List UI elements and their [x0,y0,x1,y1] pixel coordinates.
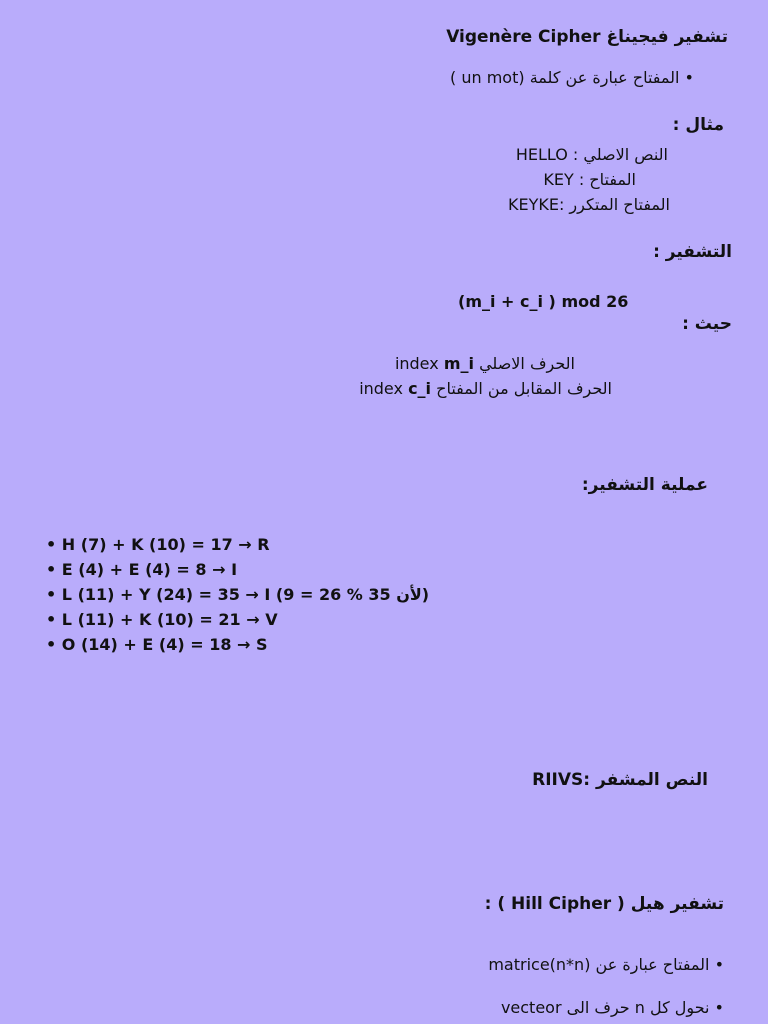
example-heading: مثال : [672,115,724,135]
variable-m-description: الحرف الاصلي [479,354,575,373]
vigenere-title: تشفير فيجيناغ Vigenère Cipher [446,27,728,47]
encryption-formula: (m_i + c_i ) mod 26 [458,292,629,311]
variable-m-index-word: index [394,354,439,373]
repeated-key-line: المفتاح المتكرر :KEYKE [507,195,670,214]
where-heading: حيث : [682,314,732,334]
variable-m-symbol: m_i [443,354,474,373]
encryption-step: • L (11) + K (10) = 21 → V [46,610,278,629]
key-definition-bullet: • المفتاح عبارة عن كلمة (un mot ) [450,68,694,87]
ciphertext-line: النص المشفر :RIIVS [532,770,708,790]
variable-c-symbol: c_i [408,379,432,398]
variable-c-line [359,379,612,399]
hill-key-bullet: • المفتاح عبارة عن matrice(n*n) [488,955,724,974]
encryption-step: • O (14) + E (4) = 18 → S [46,635,268,654]
variable-m-line [395,354,575,374]
process-heading: عملية التشفير: [581,475,708,495]
encryption-heading: التشفير : [653,242,732,262]
hill-vector-bullet: • نحول كل n حرف الى vecteor [500,998,724,1017]
encryption-step: • H (7) + K (10) = 17 → R [46,535,270,554]
encryption-step: • E (4) + E (4) = 8 → I [46,560,238,579]
encryption-step: • L (11) + Y (24) = 35 → I (لأن 35 % 26 = 9) [46,585,430,604]
variable-c-index-word: index [359,379,403,398]
key-line: المفتاح : KEY [543,170,636,189]
variable-c-description: الحرف المقابل من المفتاح [436,379,612,398]
hill-title: تشفير هيل ( Hill Cipher ) : [484,894,724,914]
plaintext-line: النص الاصلي : HELLO [515,145,668,164]
